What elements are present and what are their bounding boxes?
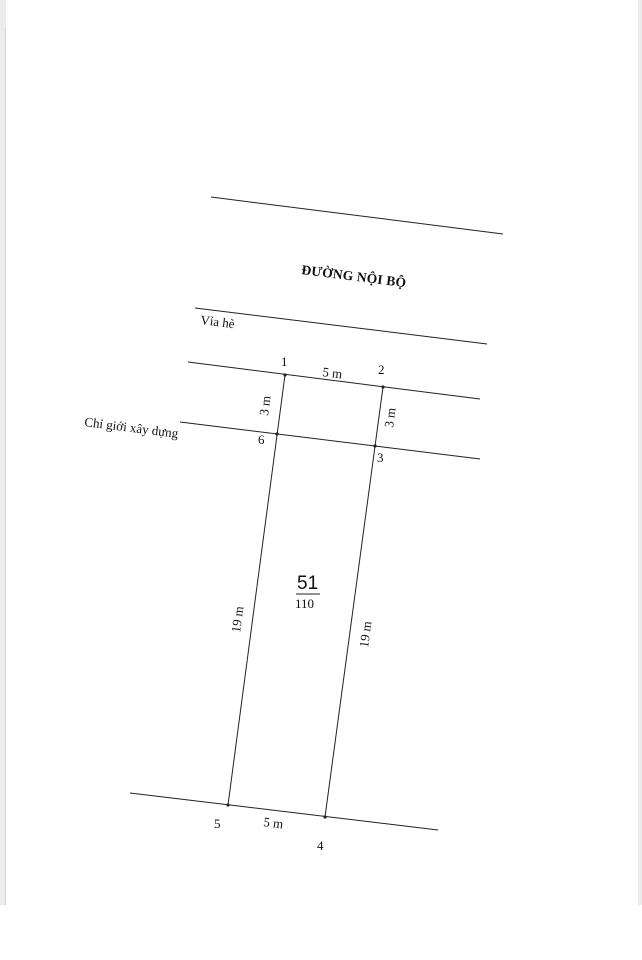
parcel-number: 51 [297, 573, 319, 594]
vertex-2-label: 2 [378, 362, 385, 377]
parcel-area: 110 [295, 596, 315, 611]
parcel-left-side [228, 375, 285, 805]
bottom-width-dimension: 5 m [262, 814, 285, 832]
rear-boundary-line [130, 793, 438, 830]
left-side-dimension: 19 m [228, 605, 247, 634]
vertex-1-label: 1 [281, 354, 288, 369]
left-setback-dimension: 3 m [256, 394, 274, 417]
setback-line [180, 422, 480, 459]
right-setback-dimension: 3 m [381, 406, 399, 429]
vertex-1-marker [283, 373, 286, 376]
sidewalk-line [195, 308, 487, 344]
vertex-3-marker [373, 444, 376, 447]
vertex-5-label: 5 [214, 816, 221, 831]
setback-label: Chỉ giới xây dựng [83, 414, 180, 441]
vertex-5-marker [226, 803, 229, 806]
top-width-dimension: 5 m [321, 364, 344, 382]
vertex-4-marker [323, 815, 326, 818]
parcel-right-side [325, 387, 383, 817]
right-side-dimension: 19 m [356, 620, 375, 649]
vertex-3-label: 3 [377, 450, 384, 465]
vertex-6-label: 6 [258, 432, 265, 447]
vertex-4-label: 4 [317, 838, 324, 853]
sidewalk-label: Vỉa hè [199, 312, 236, 332]
vertex-6-marker [275, 432, 278, 435]
road-top-edge [211, 197, 503, 234]
road-label: ĐƯỜNG NỘI BỘ [300, 262, 408, 291]
vertex-2-marker [381, 385, 384, 388]
